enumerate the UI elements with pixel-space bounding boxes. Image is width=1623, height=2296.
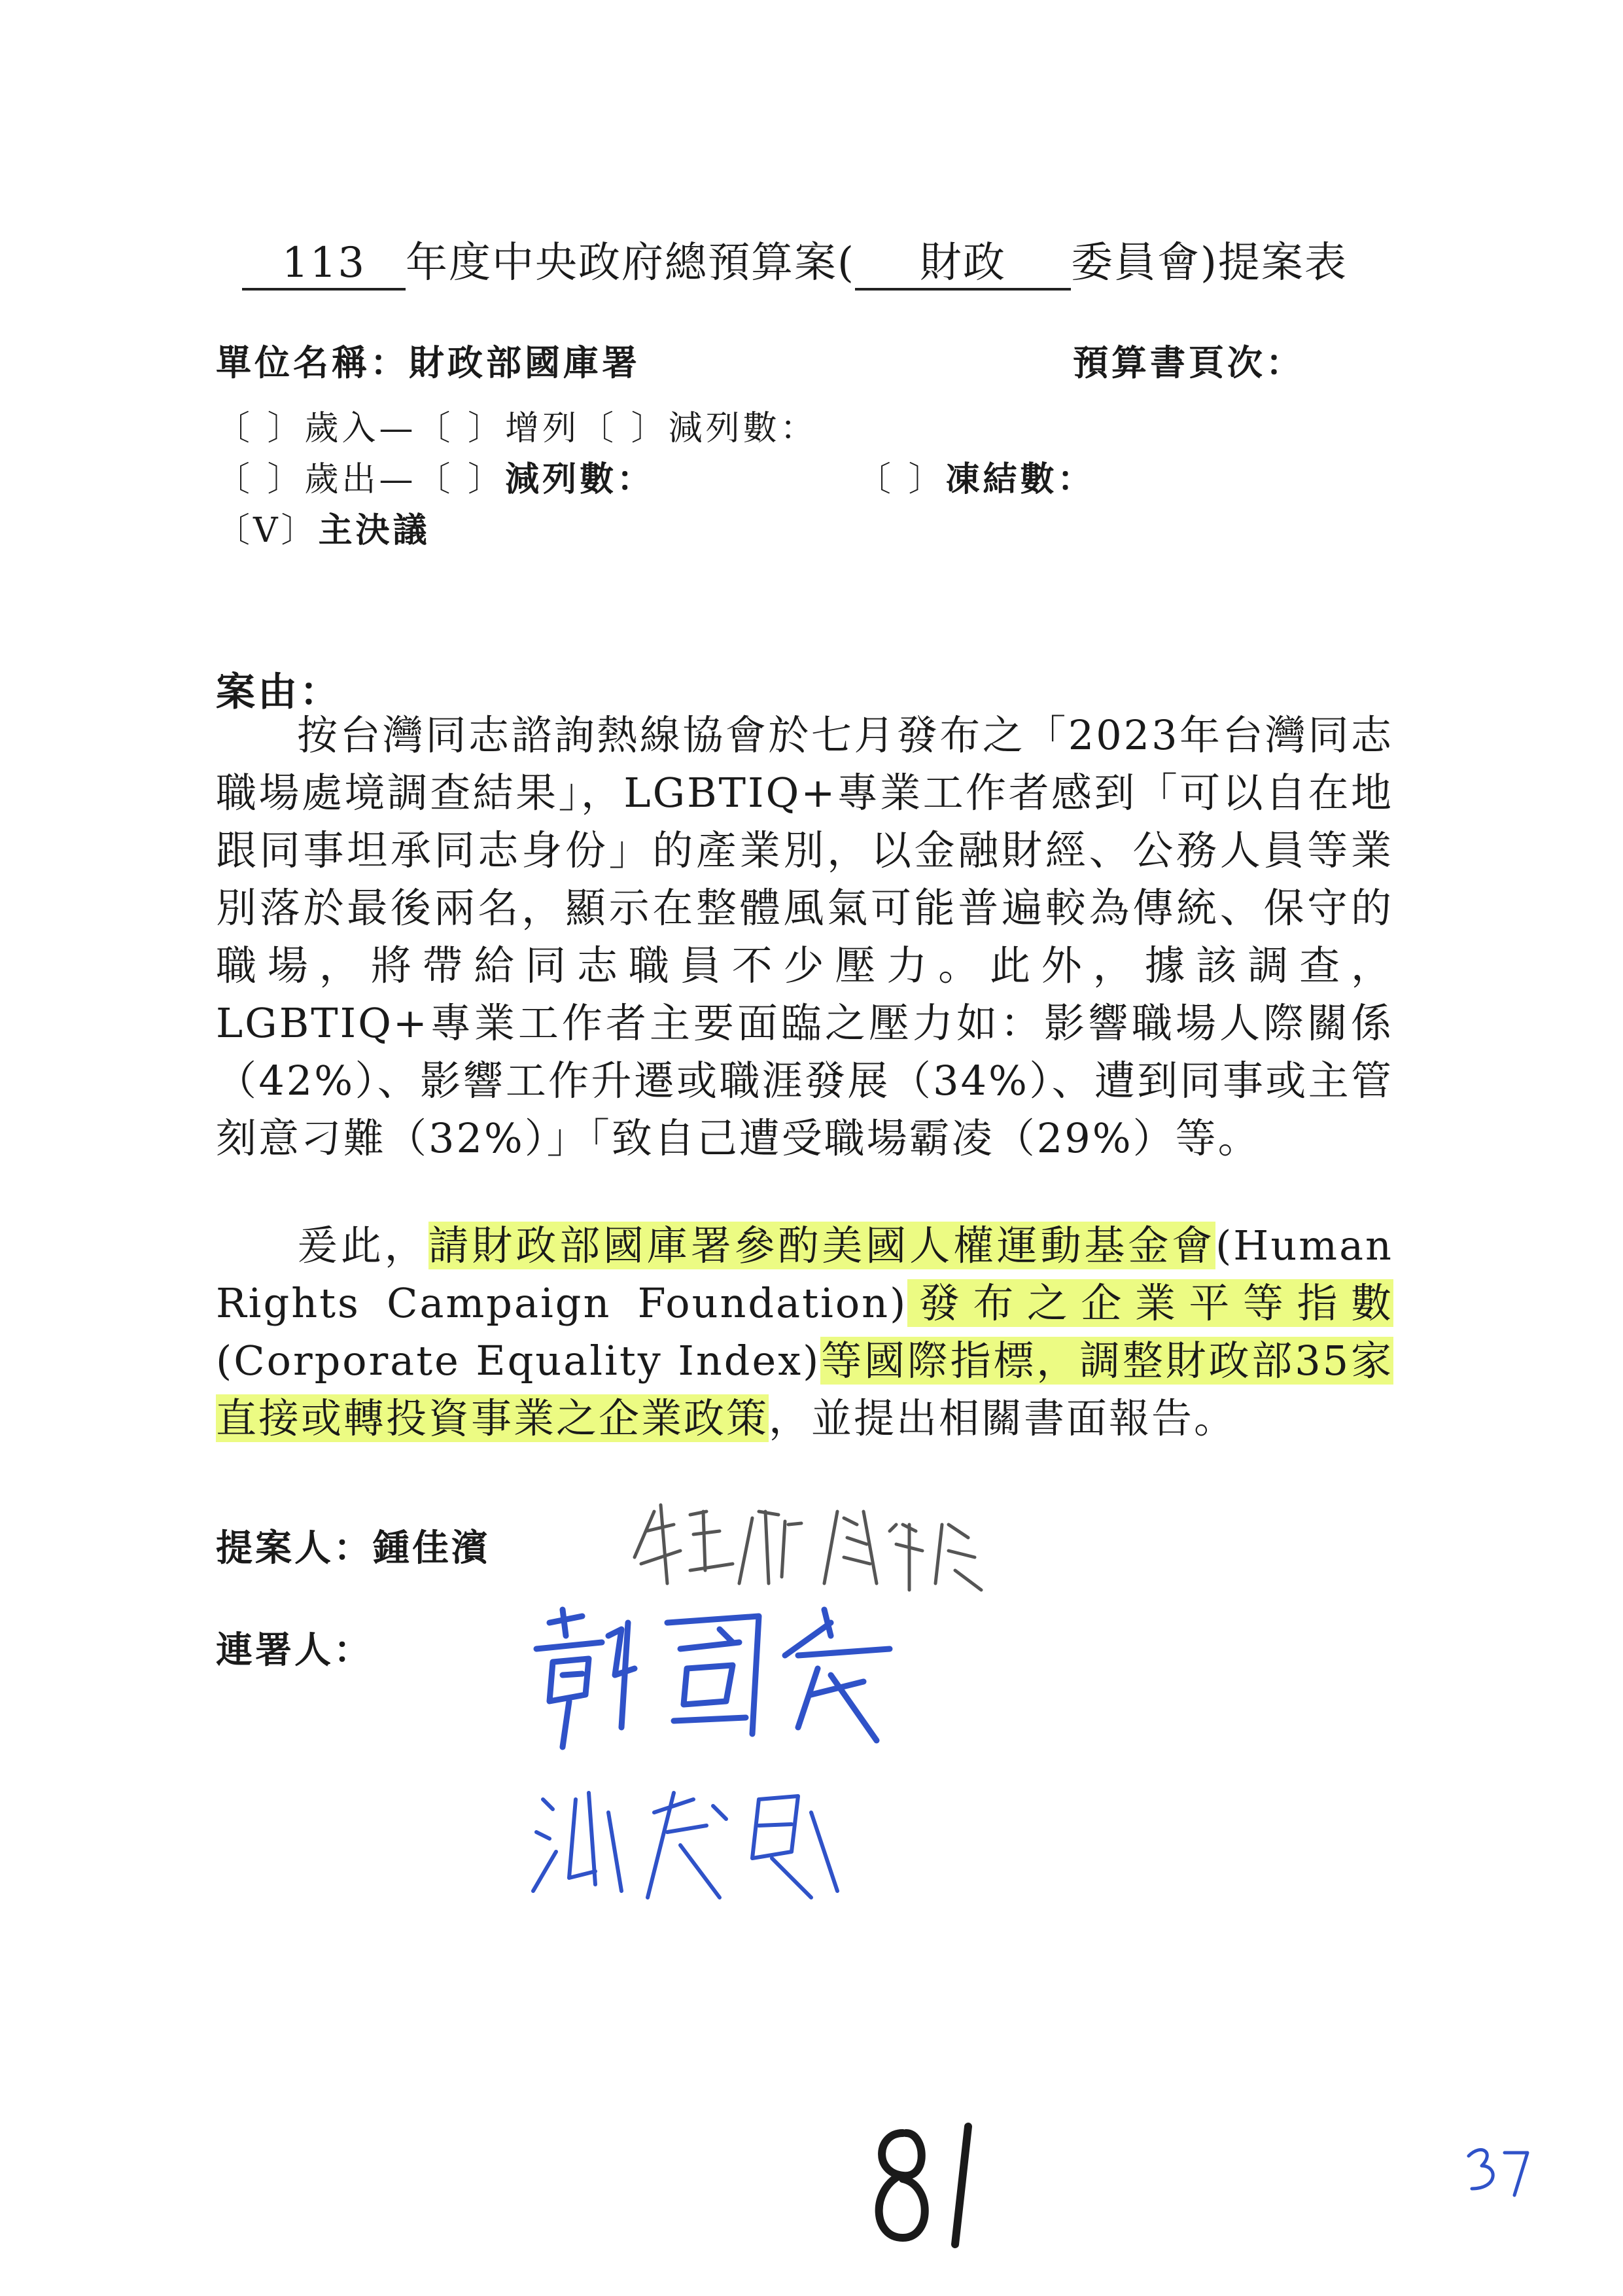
cosigner-signature-1: [523, 1597, 916, 1767]
document-title: [242, 229, 1348, 291]
page-number-center: [857, 2113, 1014, 2257]
revenue-checkbox-text: 〔 〕歲入—〔 〕: [216, 409, 506, 448]
reason-paragraph-1-text: 按台灣同志諮詢熱線協會於七月發布之「2023年台灣同志職場處境調查結果」，LGBTIQ+專業工作者感到「可以自在地跟同事坦承同志身份」的產業別，以金融財經、公務人員等業別落於最後兩名，顯示在整體風氣可能普遍較為傳統、保守的職場，將帶給同志職員不少壓力。此外，據該調查，LGBTIQ+專業工作者主要面臨之壓力如：影響職場人際關係（42%）、影響工作升遷或職涯發展（34%）、遭到同事或主管刻意刁難（32%）」「致自己遭受職場霸凌（29%）等。: [216, 711, 1393, 1162]
reason-p2-intro: 爰此，: [297, 1222, 428, 1269]
freeze-checkbox-text: 〔 〕: [857, 460, 946, 499]
option-resolution: [216, 503, 430, 552]
proposer-signature: [628, 1485, 994, 1610]
proposer-line: [216, 1519, 491, 1572]
freeze-text: 凍結數：: [945, 459, 1095, 499]
expense-checkbox-text: 〔 〕歲出—〔 〕: [216, 460, 506, 499]
committee-field: 財政: [855, 239, 1071, 291]
page-number-right: [1459, 2136, 1537, 2208]
reason-p2-org: (Human Rights Campaign Foundation): [216, 1222, 1393, 1327]
budget-page-label: 預算書頁次：: [1073, 342, 1304, 383]
option-revenue: [216, 400, 818, 450]
reason-paragraph-2: [216, 1217, 1393, 1447]
proposer-name: 鍾佳濱: [373, 1527, 491, 1570]
expense-cut-text: 減列數：: [505, 459, 655, 499]
highlight-adjust-policy: 等國際指標，調整財政部35家直接或轉投資事業之企業政策: [216, 1337, 1393, 1442]
resolution-text: 主決議: [318, 510, 430, 550]
cosigner-label: 連署人：: [216, 1629, 373, 1672]
year-field: 113: [242, 239, 406, 291]
reason-label: 案由：: [216, 669, 341, 715]
cosigner-signature-2: [523, 1773, 864, 1924]
resolution-checkbox-text: 〔V〕: [216, 511, 319, 550]
option-freeze: [857, 451, 1095, 501]
highlight-index: 發布之企業平等指數: [907, 1279, 1393, 1327]
option-expense: [216, 451, 654, 501]
reason-paragraph-1: [216, 707, 1393, 1167]
proposer-label: 提案人：: [216, 1527, 373, 1570]
revenue-add-cut-text: 增列〔 〕減列數：: [505, 409, 818, 448]
title-end-text: 委員會)提案表: [1070, 239, 1348, 287]
unit-name: 單位名稱：財政部國庫署: [216, 342, 640, 383]
title-middle-text: 年度中央政府總預算案(: [406, 239, 855, 287]
reason-p2-index-name: (Corporate Equality Index): [216, 1337, 821, 1385]
highlight-request: 請財政部國庫署參酌美國人權運動基金會: [428, 1222, 1216, 1269]
reason-p2-end: ，並提出相關書面報告。: [769, 1394, 1237, 1442]
